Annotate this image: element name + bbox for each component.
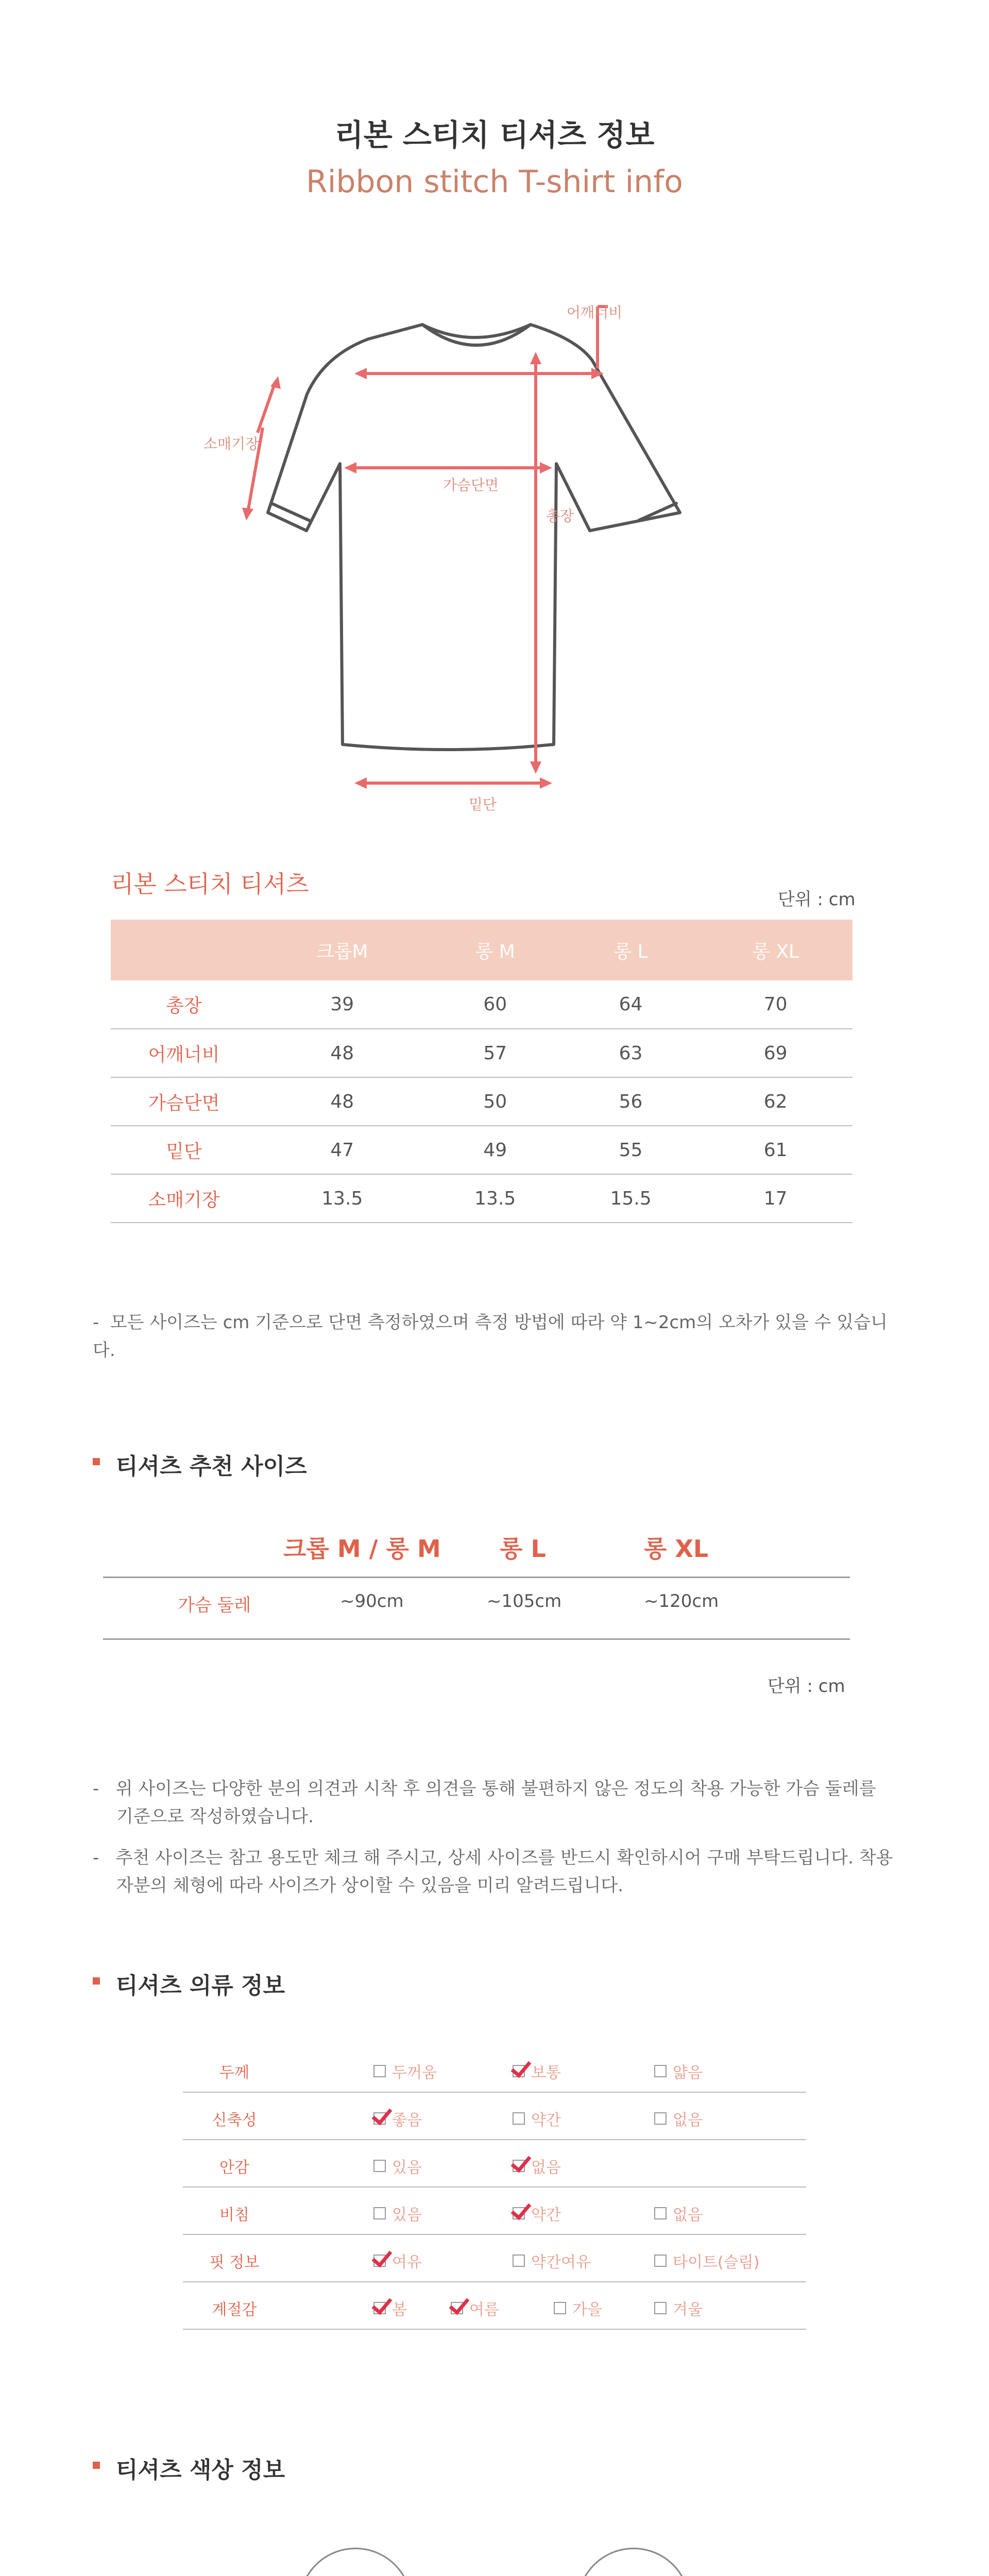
checkbox-checked[interactable] xyxy=(373,2112,386,2125)
tshirt-diagram xyxy=(0,278,989,845)
option-label: 두꺼움 xyxy=(392,2064,437,2082)
length-label: 총장 xyxy=(546,507,574,524)
recommend-unit: 단위 : cm xyxy=(768,1676,845,1697)
option-label: 없음 xyxy=(531,2159,561,2177)
option-label: 타이트(슬림) xyxy=(673,2253,760,2272)
option-label: 봄 xyxy=(392,2301,407,2319)
checkbox-checked[interactable] xyxy=(513,2207,525,2219)
option-label: 있음 xyxy=(392,2159,422,2177)
fabric-row xyxy=(183,2140,806,2188)
table-row xyxy=(111,980,852,1029)
col-header: 롱 L xyxy=(563,920,698,980)
option-label: 좋음 xyxy=(392,2111,422,2129)
table-row xyxy=(111,1077,852,1126)
cell: 17 xyxy=(698,1174,852,1223)
table-row xyxy=(111,1126,852,1174)
fabric-row-label: 비침 xyxy=(219,2206,249,2224)
option-label: 약간 xyxy=(531,2111,561,2129)
cell: 48 xyxy=(257,1029,428,1077)
cell: 69 xyxy=(698,1029,852,1077)
hem-label: 밑단 xyxy=(469,796,497,813)
cell: 64 xyxy=(563,980,698,1029)
color-swatch-lavender[interactable] xyxy=(577,2548,690,2576)
size-table-header xyxy=(111,920,852,980)
cell: 63 xyxy=(563,1029,698,1077)
sleeve-label: 소매기장 xyxy=(203,435,260,452)
row-label: 총장 xyxy=(111,980,257,1029)
table-row xyxy=(111,1174,852,1223)
section-bullet xyxy=(93,2462,100,2469)
colors-title: 티셔츠 색상 정보 xyxy=(116,2457,285,2483)
rec-col-header: 롱 XL xyxy=(644,1535,709,1563)
rec-col-header: 크롭 M / 롱 M xyxy=(283,1535,441,1563)
option-label: 겨울 xyxy=(673,2301,703,2319)
cell: 60 xyxy=(428,980,563,1029)
option-label: 여름 xyxy=(469,2301,499,2319)
header-empty xyxy=(111,920,257,980)
color-swatch-gray[interactable] xyxy=(299,2548,412,2576)
recommend-title: 티셔츠 추천 사이즈 xyxy=(116,1453,307,1480)
heart-stitch-icon xyxy=(578,2549,689,2576)
page-title: 리본 스티치 티셔츠 정보 xyxy=(334,117,655,152)
checkbox-checked[interactable] xyxy=(513,2160,525,2172)
checkbox[interactable] xyxy=(373,2065,386,2077)
option-label: 있음 xyxy=(392,2206,422,2224)
row-label: 소매기장 xyxy=(111,1174,257,1223)
fabric-row xyxy=(183,2235,806,2282)
cell: 62 xyxy=(698,1077,852,1126)
rec-value: ~105cm xyxy=(487,1591,562,1612)
size-table-title: 리본 스티치 티셔츠 xyxy=(111,870,309,898)
option-label: 얇음 xyxy=(673,2064,703,2082)
option-label: 없음 xyxy=(673,2111,703,2129)
checkbox[interactable] xyxy=(654,2302,667,2314)
table-row xyxy=(111,1029,852,1077)
size-note-text: 모든 사이즈는 cm 기준으로 단면 측정하였으며 측정 방법에 따라 약 1~2cm의 오차가 있을 수 있습니다. xyxy=(93,1312,888,1361)
option-label: 없음 xyxy=(673,2206,703,2224)
col-header: 롱 XL xyxy=(698,920,852,980)
fabric-table xyxy=(183,2045,806,2330)
size-unit: 단위 : cm xyxy=(778,889,856,910)
section-bullet xyxy=(93,1458,100,1465)
checkbox[interactable] xyxy=(654,2255,667,2267)
section-bullet xyxy=(93,1977,100,1985)
chest-label: 가슴단면 xyxy=(443,477,499,494)
fabric-row-label: 두께 xyxy=(219,2064,249,2082)
cell: 47 xyxy=(257,1126,428,1174)
cell: 39 xyxy=(257,980,428,1029)
row-label: 어깨너비 xyxy=(111,1029,257,1077)
cell: 70 xyxy=(698,980,852,1029)
page-subtitle: Ribbon stitch T-shirt info xyxy=(306,164,683,200)
cell: 15.5 xyxy=(563,1174,698,1223)
checkbox[interactable] xyxy=(373,2160,386,2172)
cell: 61 xyxy=(698,1126,852,1174)
divider xyxy=(103,1638,850,1640)
option-label: 보통 xyxy=(531,2064,561,2082)
checkbox[interactable] xyxy=(654,2207,667,2219)
fabric-row xyxy=(183,2045,806,2093)
heart-stitch-icon xyxy=(300,2549,411,2576)
fabric-title: 티셔츠 의류 정보 xyxy=(116,1973,285,1999)
cell: 48 xyxy=(257,1077,428,1126)
checkbox[interactable] xyxy=(654,2065,667,2077)
rec-col-header: 롱 L xyxy=(500,1535,546,1563)
checkbox-checked[interactable] xyxy=(513,2065,525,2077)
cell: 55 xyxy=(563,1126,698,1174)
checkbox-checked[interactable] xyxy=(373,2302,386,2314)
recommend-note: - 위 사이즈는 다양한 분의 의견과 시착 후 의견을 통해 불편하지 않은 정도의 착용 가능한 가슴 둘레를 기준으로 작성하였습니다. - 추천 사이즈는 참고 용도만 체크 해 주시고, 상세 사이즈를 반드시 확인하시어 구매 부탁드립니다. 착용자분의 체형에 따라 사이즈가 상이할 수 있음을 미리 알려드립니다. xyxy=(93,1778,893,1896)
recommend-note-1: 위 사이즈는 다양한 분의 의견과 시착 후 의견을 통해 불편하지 않은 정도의 착용 가능한 가슴 둘레를 기준으로 작성하였습니다. xyxy=(115,1778,876,1827)
note-dash: - xyxy=(93,1312,110,1333)
checkbox[interactable] xyxy=(373,2207,386,2219)
size-table xyxy=(111,920,852,1223)
fabric-row xyxy=(183,2093,806,2140)
recommend-note-2: 추천 사이즈는 참고 용도만 체크 해 주시고, 상세 사이즈를 반드시 확인하시어 구매 부탁드립니다. 착용자분의 체형에 따라 사이즈가 상이할 수 있음을 미리 알려드립니다. xyxy=(115,1848,893,1896)
fabric-row-label: 안감 xyxy=(219,2159,249,2177)
cell: 49 xyxy=(428,1126,563,1174)
cell: 13.5 xyxy=(257,1174,428,1223)
divider xyxy=(103,1577,850,1578)
checkbox-checked[interactable] xyxy=(373,2255,386,2267)
rec-value: ~90cm xyxy=(340,1591,404,1612)
fabric-row-label: 계절감 xyxy=(212,2301,257,2319)
cell: 56 xyxy=(563,1077,698,1126)
shoulder-label: 어깨너비 xyxy=(567,304,623,321)
option-label: 약간 xyxy=(531,2206,561,2224)
cell: 57 xyxy=(428,1029,563,1077)
rec-value: ~120cm xyxy=(644,1591,719,1612)
size-note xyxy=(93,1309,896,1364)
checkbox[interactable] xyxy=(654,2112,667,2125)
col-header: 크롭M xyxy=(257,920,428,980)
cell: 13.5 xyxy=(428,1174,563,1223)
checkbox-checked[interactable] xyxy=(451,2302,463,2314)
checkbox[interactable] xyxy=(513,2255,525,2267)
checkbox[interactable] xyxy=(513,2112,525,2125)
fabric-row xyxy=(183,2282,806,2330)
checkbox[interactable] xyxy=(554,2302,566,2314)
fabric-row xyxy=(183,2188,806,2235)
recommend-table xyxy=(103,1530,850,1674)
tshirt-outline xyxy=(268,325,680,750)
row-label: 밑단 xyxy=(111,1126,257,1174)
fabric-row-label: 핏 정보 xyxy=(209,2253,260,2272)
option-label: 약간여유 xyxy=(531,2253,591,2272)
row-label: 가슴단면 xyxy=(111,1077,257,1126)
rec-row-label: 가슴 둘레 xyxy=(178,1595,251,1616)
fabric-row-label: 신축성 xyxy=(212,2111,257,2129)
cell: 50 xyxy=(428,1077,563,1126)
option-label: 여유 xyxy=(392,2253,422,2272)
col-header: 롱 M xyxy=(428,920,563,980)
option-label: 가을 xyxy=(572,2301,602,2319)
